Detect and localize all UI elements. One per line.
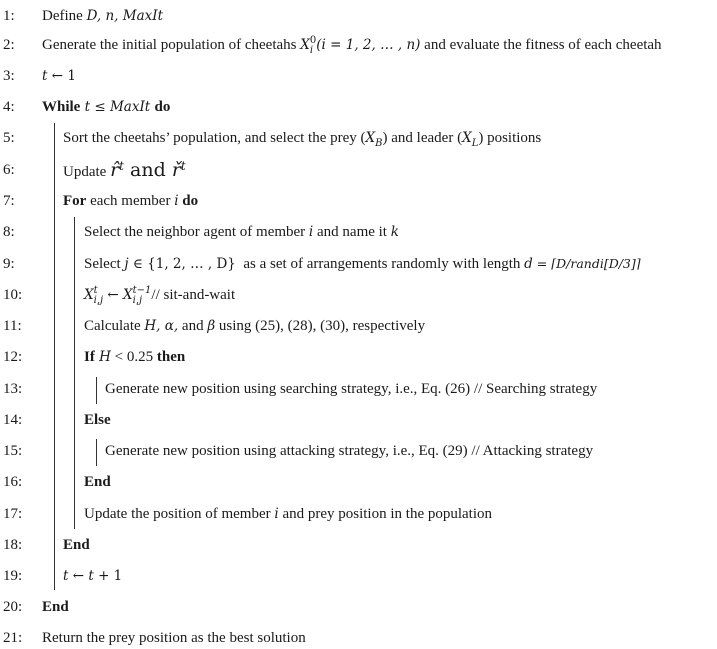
math-segment: t	[88, 568, 94, 584]
line-number: 9:	[3, 256, 15, 272]
line-number: 16:	[3, 474, 23, 490]
line-number: 21:	[3, 630, 23, 646]
line-number: 8:	[3, 224, 15, 240]
math-segment: t ≤ MaxIt	[80, 99, 155, 115]
math-segment: r̂	[110, 159, 120, 181]
line-number: 17:	[3, 506, 23, 522]
subscript: i,j	[93, 294, 104, 306]
line-number: 12:	[3, 349, 23, 365]
keyword-end: End	[84, 474, 111, 490]
line-text	[84, 346, 185, 368]
keyword-do: do	[154, 99, 171, 115]
math-segment: X	[365, 130, 376, 146]
math-scripts	[133, 286, 152, 306]
text-segment: Sort the cheetahs’ population, and select the prey (	[63, 130, 366, 146]
math-segment: X	[84, 287, 94, 303]
text-segment: each member	[86, 193, 175, 209]
line-number: 15:	[3, 443, 23, 459]
text-segment: Define	[42, 8, 87, 24]
line-text	[63, 190, 198, 212]
math-segment: j	[124, 256, 129, 272]
text-segment: < 0.25	[110, 349, 157, 365]
text-segment: Calculate	[84, 318, 145, 334]
line-number: 14:	[3, 412, 23, 428]
line-number: 1:	[3, 8, 15, 24]
line-number: 11:	[3, 318, 22, 334]
math-segment: H	[94, 349, 111, 365]
keyword-for: For	[63, 193, 87, 209]
line-text: Return the prey position as the best solution	[42, 630, 306, 646]
while-block-bar	[54, 123, 55, 590]
math-segment: D, n, MaxIt	[86, 8, 164, 24]
math-segment: i	[308, 224, 314, 240]
math-segment: d	[524, 256, 533, 272]
line-text	[63, 565, 122, 587]
keyword-then: then	[156, 349, 186, 365]
math-segment: + 1	[93, 568, 123, 584]
line-number: 5:	[3, 130, 15, 146]
subscript: i,j	[132, 294, 143, 306]
line-text: Generate new position using attacking strategy, i.e., Eq. (29) // Attacking strategy	[105, 443, 594, 459]
else-block-bar	[96, 439, 97, 466]
line-number: 19:	[3, 568, 23, 584]
math-segment: k	[390, 224, 399, 240]
text-segment: Select	[84, 256, 125, 272]
line-text	[84, 315, 425, 337]
math-segment: ←	[68, 568, 89, 584]
line-text: Generate new position using searching strategy, i.e., Eq. (26) // Searching strategy	[105, 381, 598, 397]
math-scripts	[94, 286, 103, 306]
math-segment: ř	[171, 159, 181, 181]
line-text	[84, 284, 235, 306]
subscript: B	[375, 138, 383, 149]
math-segment: X	[462, 130, 472, 146]
line-text	[84, 221, 399, 243]
subscript: i	[309, 44, 314, 56]
keyword-else: Else	[84, 412, 111, 428]
text-segment: and evaluate the fitness of each cheetah	[420, 37, 662, 53]
line-text	[84, 253, 641, 275]
superscript: t	[180, 159, 186, 173]
math-segment: = ⌈D/randi[D/3]⌉	[532, 256, 641, 271]
math-segment: β	[207, 318, 216, 334]
line-text	[63, 127, 541, 149]
text-segment: ) and leader (	[382, 130, 463, 146]
text-segment: and prey position in the population	[278, 506, 493, 522]
text-segment: ) positions	[478, 130, 542, 146]
math-segment: H, α,	[144, 318, 179, 334]
math-segment: t	[42, 68, 48, 84]
math-segment: t	[63, 568, 69, 584]
keyword-end: End	[42, 599, 69, 615]
line-text	[42, 5, 163, 27]
math-segment: X	[123, 287, 133, 303]
if-block-bar	[96, 377, 97, 404]
line-number: 3:	[3, 68, 15, 84]
line-number: 13:	[3, 381, 23, 397]
keyword-end: End	[63, 537, 90, 553]
math-segment: X	[300, 37, 310, 53]
text-segment: Select the neighbor agent of member	[84, 224, 309, 240]
text-segment: Update	[63, 164, 111, 180]
keyword-while: While	[42, 99, 81, 115]
superscript: t−1	[132, 284, 152, 296]
math-segment: ∈ {1, 2, … , D}	[128, 256, 236, 272]
comment-text: // sit-and-wait	[151, 287, 236, 303]
line-text	[42, 65, 76, 87]
math-segment: (i = 1, 2, … , n)	[316, 37, 421, 53]
line-text	[42, 96, 170, 118]
text-segment: and	[178, 318, 208, 334]
superscript: 0	[309, 34, 317, 46]
line-number: 7:	[3, 193, 15, 209]
text-segment: Generate the initial population of cheetahs	[42, 37, 301, 53]
superscript: t	[93, 284, 98, 296]
keyword-do: do	[178, 193, 199, 209]
line-number: 20:	[3, 599, 23, 615]
math-segment: ←	[103, 287, 124, 303]
line-number: 18:	[3, 537, 23, 553]
superscript: t	[119, 159, 124, 173]
text-segment: as a set of arrangements randomly with length	[235, 256, 525, 272]
line-number: 6:	[3, 162, 15, 178]
line-text	[84, 503, 492, 525]
for-block-bar	[74, 217, 75, 529]
text-segment: and name it	[313, 224, 391, 240]
line-text	[42, 34, 662, 56]
math-segment: i	[274, 506, 279, 522]
line-text	[63, 159, 186, 183]
math-segment: i	[174, 193, 179, 209]
line-number: 4:	[3, 99, 15, 115]
math-segment: ← 1	[47, 68, 76, 84]
math-segment: and	[124, 159, 172, 181]
keyword-if: If	[84, 349, 95, 365]
text-segment: Update the position of member	[84, 506, 275, 522]
line-number: 10:	[3, 287, 23, 303]
subscript: L	[471, 138, 479, 149]
line-number: 2:	[3, 37, 15, 53]
text-segment: using (25), (28), (30), respectively	[215, 318, 426, 334]
